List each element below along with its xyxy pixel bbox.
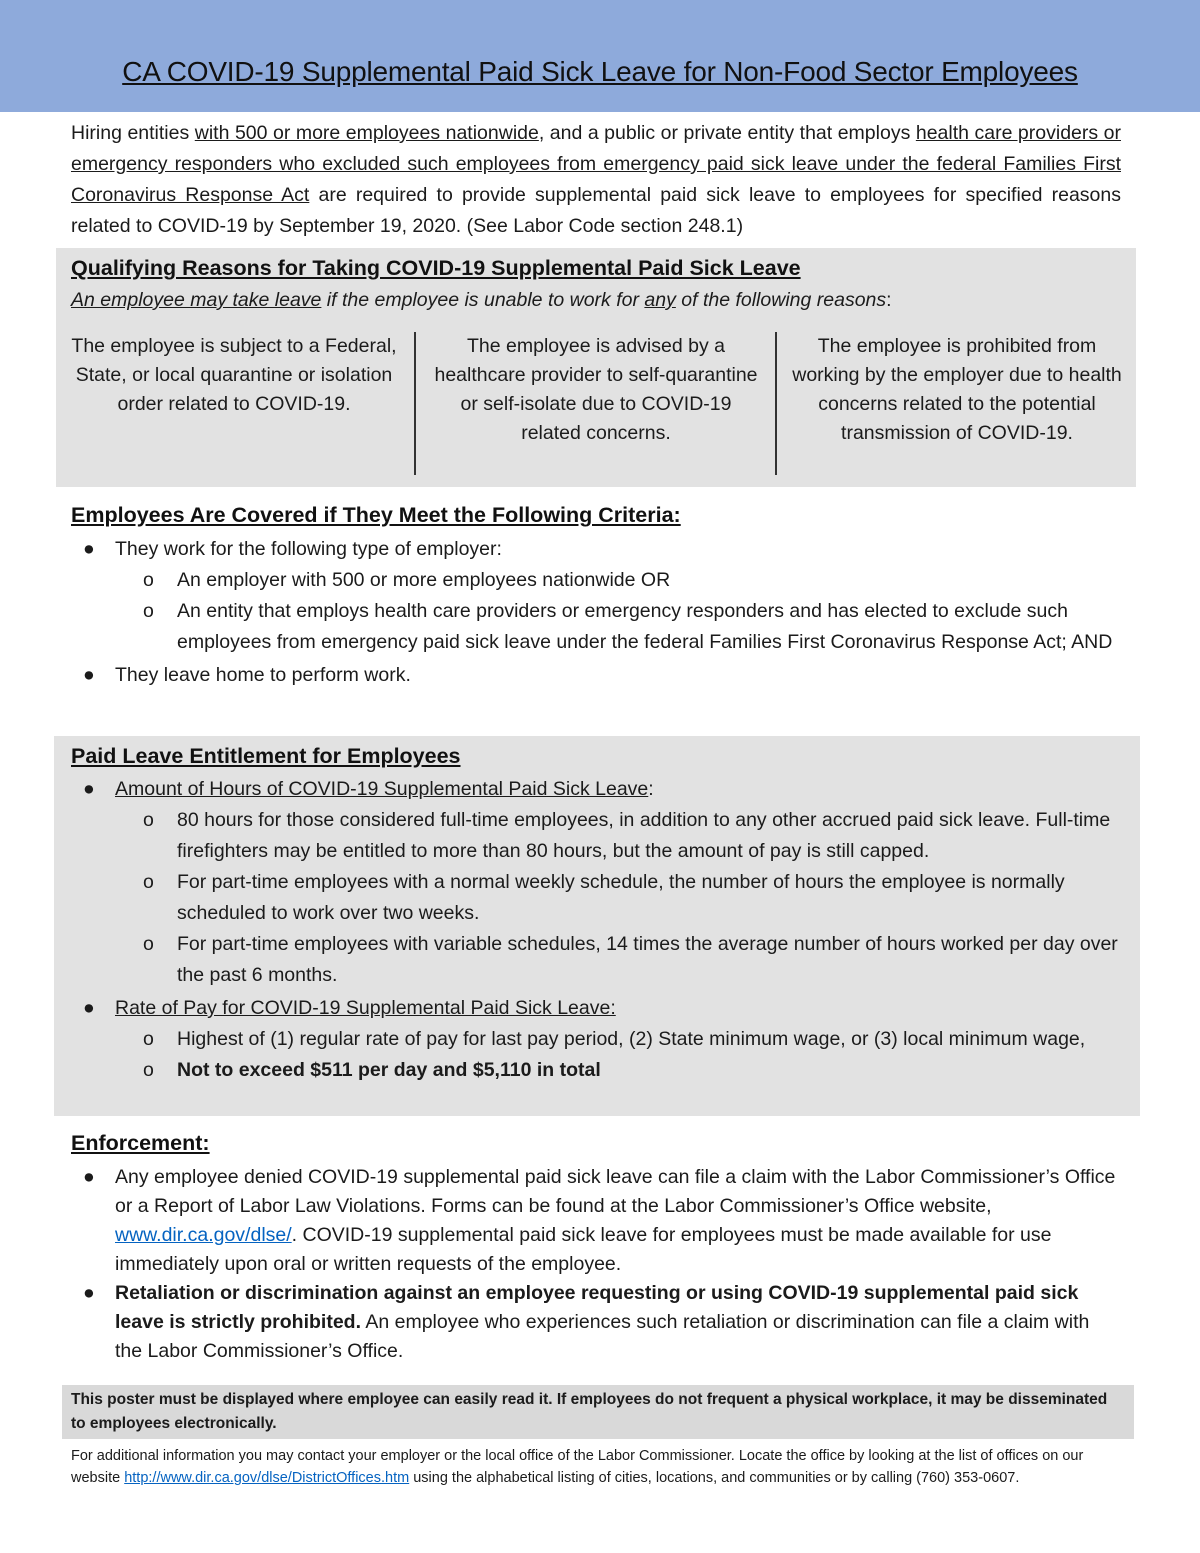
enforcement-list [71,1163,1121,1366]
list-item-text: They work for the following type of employer: [115,538,502,560]
bullet-icon: ● [83,1282,95,1304]
list-item [71,534,1121,565]
list-item-heading: Amount of Hours of COVID-19 Supplemental Paid Sick Leave [115,778,649,800]
subtitle-text: any [644,289,676,311]
subtitle-text: of the following reasons [675,289,887,311]
sub-bullet-icon: o [143,809,154,831]
list-item-text: For part-time employees with variable schedules, 14 times the average number of hours worked per day over the past 6 months. [177,933,1118,986]
intro-text: , and a public or private entity that employs [538,122,916,144]
covered-title: Employees Are Covered if They Meet the Following Criteria: [71,503,681,527]
subtitle-text: An employee may take leave [71,289,322,311]
list-item-text: An employer with 500 or more employees nationwide OR [177,569,671,591]
sub-bullet-icon: o [143,1028,154,1050]
reason-quarantine-order: The employee is subject to a Federal, State, or local quarantine or isolation order related to COVID-19. [71,335,397,415]
bullet-icon: ● [83,538,95,560]
sub-list-item [71,596,1121,658]
subtitle-text: if the employee is unable to work for [321,289,645,311]
pay-cap-text: Not to exceed $511 per day and $5,110 in total [177,1059,601,1081]
district-offices-link[interactable]: http://www.dir.ca.gov/dlse/DistrictOffices.htm [124,1470,410,1486]
sub-list-item [71,1024,1129,1055]
sub-bullet-icon: o [143,600,154,622]
entitlement-title: Paid Leave Entitlement for Employees [71,744,461,768]
retaliation-warning: Retaliation or discrimination against an employee requesting or using COVID-19 supplemental paid sick leave is strictly prohibited. [115,1282,1079,1333]
list-item [71,1279,1121,1366]
footer-text: using the alphabetical listing of cities, locations, and communities or by calling (760) 353-0607. [409,1470,1020,1486]
footer-info [71,1445,1126,1489]
intro-text: Hiring entities [71,122,195,144]
column-divider [775,332,777,475]
list-item [71,660,1121,691]
intro-underlined-text: with 500 or more employees nationwide [194,122,539,144]
list-item-text: . COVID-19 supplemental paid sick leave for employees must be made available for use immediately upon oral or written requests of the employee. [115,1224,1052,1275]
page-title: CA COVID-19 Supplemental Paid Sick Leave for Non-Food Sector Employees [122,56,1078,87]
sub-list-item [71,565,1121,596]
sub-bullet-icon: o [143,933,154,955]
sub-bullet-icon: o [143,569,154,591]
dlse-website-link[interactable]: www.dir.ca.gov/dlse/ [115,1224,292,1246]
list-item-text: For part-time employees with a normal weekly schedule, the number of hours the employee is normally scheduled to work over two weeks. [177,871,1065,924]
list-item-text: : [648,778,654,800]
enforcement-title: Enforcement: [71,1131,210,1155]
list-item [71,1163,1121,1279]
sub-bullet-icon: o [143,1059,154,1081]
sub-bullet-icon: o [143,871,154,893]
sub-list-item [71,1055,1129,1086]
sub-list-item [71,867,1129,929]
intro-underlined-text: health care providers or emergency responders who excluded such employees from emergency paid sick leave under the federal Families First Coronavirus Response Act [71,122,1121,206]
bullet-icon: ● [83,778,95,800]
list-item-text: They leave home to perform work. [115,664,411,686]
entitlement-list [71,774,1129,1086]
reason-employer-prohibited: The employee is prohibited from working by the employer due to health concerns related to the potential transmission of COVID-19. [792,335,1122,444]
reason-self-quarantine: The employee is advised by a healthcare provider to self-quarantine or self-isolate due to COVID-19 related concerns. [434,335,758,444]
column-divider [414,332,416,475]
sub-list-item [71,805,1129,867]
list-item-text: 80 hours for those considered full-time employees, in addition to any other accrued paid sick leave. Full-time firefighters may be entitled to more than 80 hours, but the amount of pay is still capped. [177,809,1111,862]
bullet-icon: ● [83,664,95,686]
list-item-text: An entity that employs health care providers or emergency responders and has elected to exclude such employees from emergency paid sick leave under the federal Families First Coronavirus Response Act; AND [177,600,1113,653]
bullet-icon: ● [83,1166,95,1188]
list-item-text: Highest of (1) regular rate of pay for last pay period, (2) State minimum wage, or (3) local minimum wage, [177,1028,1086,1050]
qualifying-subtitle [71,289,892,312]
bullet-icon: ● [83,997,95,1019]
intro-text: are required to provide supplemental paid sick leave to employees for specified reasons related to COVID-19 by September 19, 2020. (See Labor Code section 248.1) [71,184,1121,237]
intro-paragraph [71,118,1121,242]
header-banner [0,0,1200,112]
list-item-text: An employee who experiences such retaliation or discrimination can file a claim with the Labor Commissioner’s Office. [115,1311,1090,1362]
list-item-heading: Rate of Pay for COVID-19 Supplemental Paid Sick Leave: [115,997,616,1019]
list-item [71,993,1129,1024]
list-item [71,774,1129,805]
display-notice: This poster must be displayed where employee can easily read it. If employees do not frequent a physical workplace, it may be disseminated to employees electronically. [62,1385,1134,1439]
footer-text: For additional information you may contact your employer or the local office of the Labor Commissioner. Locate the office by looking at the list of offices on our website [71,1448,1084,1486]
list-item-text: Any employee denied COVID-19 supplemental paid sick leave can file a claim with the Labor Commissioner’s Office or a Report of Labor Law Violations. Forms can be found at the Labor Commissioner’s Office website, [115,1166,1116,1217]
sub-list-item [71,929,1129,991]
qualifying-title: Qualifying Reasons for Taking COVID-19 Supplemental Paid Sick Leave [71,256,801,280]
subtitle-text: : [886,289,892,311]
covered-list [71,534,1121,691]
